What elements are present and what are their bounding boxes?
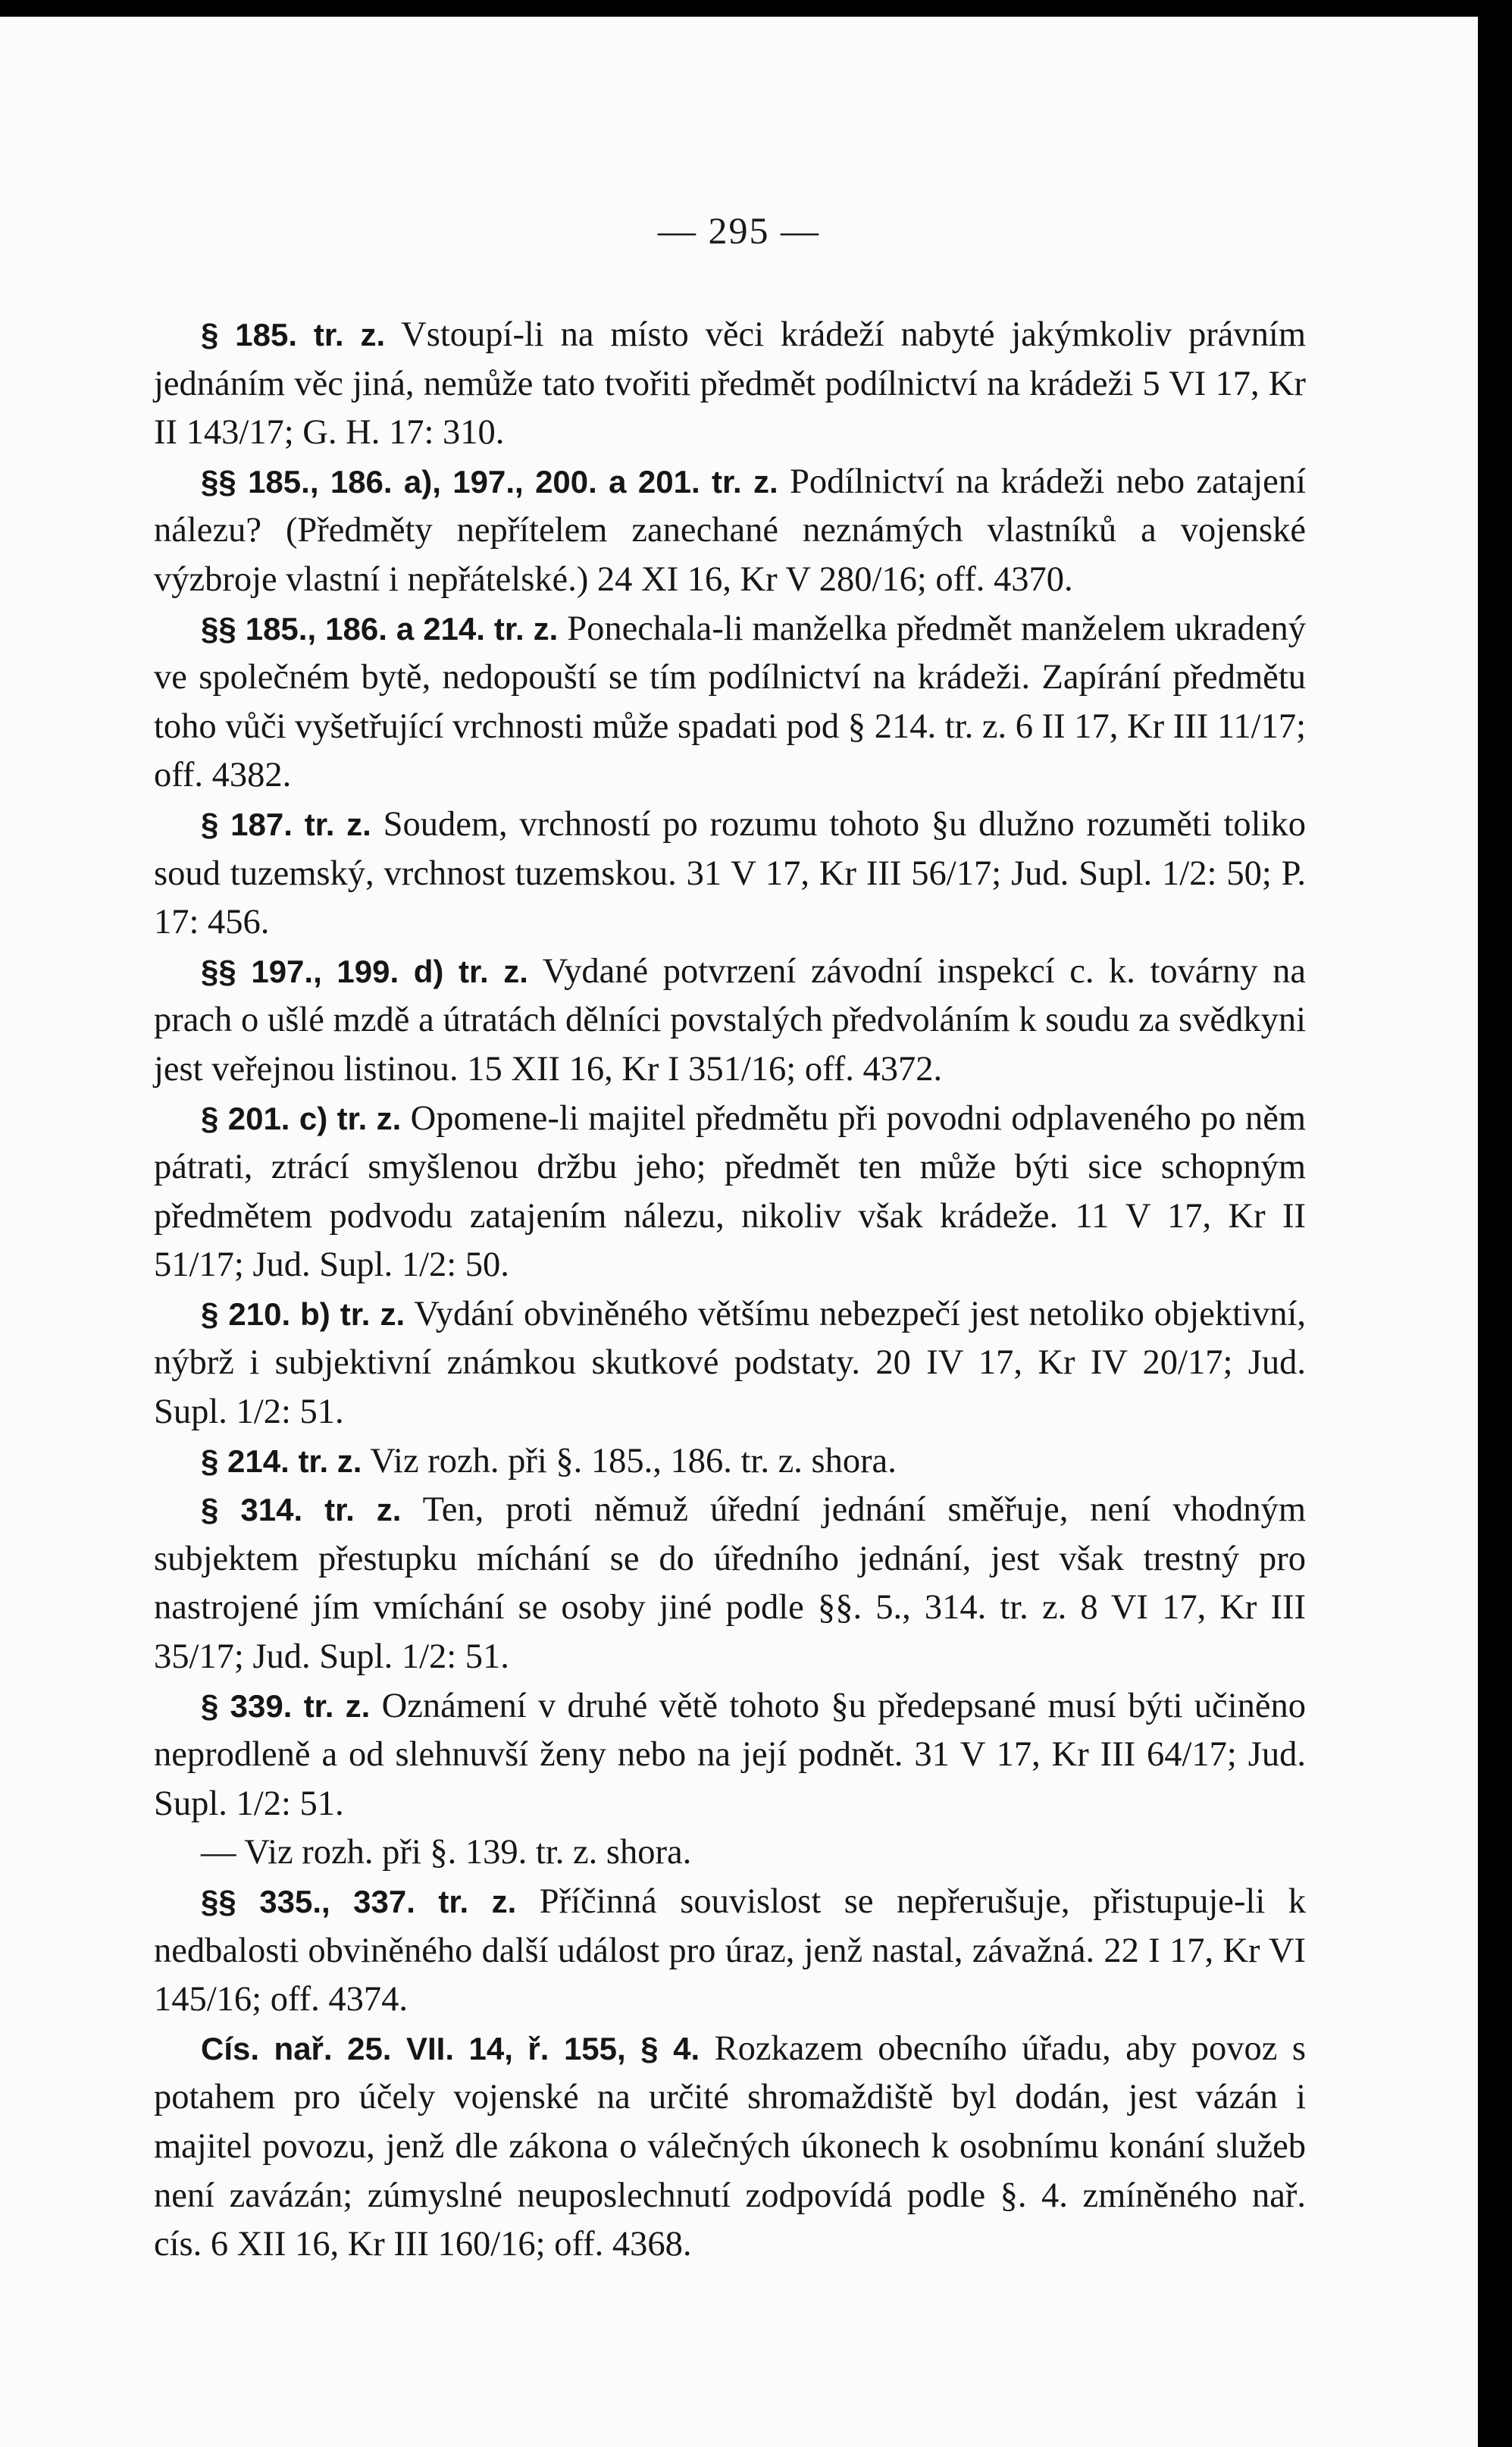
legal-reference: § 210. b) tr. z. <box>201 1296 405 1332</box>
legal-reference: §§ 185., 186. a), 197., 200. a 201. tr. z. <box>201 463 778 500</box>
legal-reference: §§ 335., 337. tr. z. <box>201 1884 517 1919</box>
paragraph-6 <box>154 1095 1306 1290</box>
paragraph-13 <box>154 2025 1306 2270</box>
legal-reference: § 339. tr. z. <box>201 1687 371 1724</box>
legal-reference: § 187. tr. z. <box>201 806 371 842</box>
paragraph-11 <box>154 1828 1306 1878</box>
paragraph-text: — Viz rozh. při §. 139. tr. z. shora. <box>201 1833 692 1872</box>
paragraph-8 <box>154 1437 1306 1487</box>
paragraph-text: Rozkazem obecního úřadu, aby povoz s potahem pro účely vojenské na určité shromaždiště byl dodán, jest vázán i majitel povozu, jenž dle zákona o válečných úkonech k osobnímu konání služeb není zavázán; zúmyslné neuposlechnutí zodpovídá podle §. 4. zmíněného nař. cís. 6 XII 16, Kr III 160/16; off. 4368. <box>154 2029 1307 2264</box>
body-text <box>154 311 1306 2270</box>
paragraph-text: Podílnictví na krádeži nebo zatajení nálezu? (Předměty nepřítelem zanechané neznámých vlastníků a vojenské výzbroje vlastní i nepřátelské.) 24 XI 16, Kr V 280/16; off. 4370. <box>154 462 1306 599</box>
paragraph-4 <box>154 801 1306 948</box>
paragraph-text: Oznámení v druhé větě tohoto §u předepsané musí býti učiněno neprodleně a od slehnuvší ženy nebo na její podnět. 31 V 17, Kr III 64/17; Jud. Supl. 1/2: 51. <box>154 1686 1306 1823</box>
paragraph-text: Vstoupí-li na místo věci krádeží nabyté jakýmkoliv právním jednáním věc jiná, nemůže tato tvořiti předmět podílnictví na krádeži 5 VI 17, Kr II 143/17; G. H. 17: 310. <box>154 315 1306 453</box>
paragraph-7 <box>154 1290 1306 1437</box>
legal-reference: Cís. nař. 25. VII. 14, ř. 155, § 4. <box>201 2030 700 2066</box>
paragraph-5 <box>154 948 1306 1095</box>
legal-reference: § 185. tr. z. <box>201 317 386 352</box>
paragraph-text: Příčinná souvislost se nepřerušuje, přistupuje-li k nedbalosti obviněného další událost pro úraz, jenž nastal, závažná. 22 I 17, Kr VI 145/16; off. 4374. <box>154 1882 1306 2019</box>
paragraph-text: Ten, proti němuž úřední jednání směřuje, není vhodným subjektem přestupku míchání se do úředního jednání, jest však trestný pro nastrojené jím vmíchání se osoby jiné podle §§. 5., 314. tr. z. 8 VI 17, Kr III 35/17; Jud. Supl. 1/2: 51. <box>154 1490 1306 1677</box>
legal-reference: § 214. tr. z. <box>201 1443 362 1479</box>
paragraph-text: Viz rozh. při §. 185., 186. tr. z. shora. <box>362 1441 897 1480</box>
paragraph-text: Ponechala-li manželka předmět manželem ukradený ve společném bytě, nedopouští se tím podílnictví na krádeži. Zapírání předmětu toho vůči vyšetřující vrchnosti může spadati pod § 214. tr. z. 6 II 17, Kr III 11/17; off. 4382. <box>154 609 1306 795</box>
paragraph-10 <box>154 1682 1306 1829</box>
paragraph-text: Vydání obviněného většímu nebezpečí jest netoliko objektivní, nýbrž i subjektivní známkou skutkové podstaty. 20 IV 17, Kr IV 20/17; Jud. Supl. 1/2: 51. <box>154 1294 1307 1432</box>
legal-reference: § 314. tr. z. <box>201 1492 402 1528</box>
paragraph-text: Opomene-li majitel předmětu při povodni odplaveného po něm pátrati, ztrácí smyšlenou držbu jeho; předmět ten může býti sice schopným předmětem podvodu zatajením nálezu, nikoliv však krádeže. 11 V 17, Kr II 51/17; Jud. Supl. 1/2: 50. <box>154 1098 1307 1285</box>
paragraph-text: Soudem, vrchností po rozumu tohoto §u dlužno rozuměti toliko soud tuzemský, vrchnost tuzemskou. 31 V 17, Kr III 56/17; Jud. Supl. 1/2: 50; P. 17: 456. <box>154 804 1306 942</box>
legal-reference: §§ 197., 199. d) tr. z. <box>201 953 528 989</box>
paragraph-12 <box>154 1878 1306 2025</box>
paragraph-1 <box>154 311 1306 458</box>
legal-reference: § 201. c) tr. z. <box>201 1100 402 1136</box>
paragraph-3 <box>154 605 1306 801</box>
page-number: — 295 — <box>658 209 820 252</box>
legal-reference: §§ 185., 186. a 214. tr. z. <box>201 610 559 647</box>
paragraph-2 <box>154 458 1306 605</box>
paragraph-text: Vydané potvrzení závodní inspekcí c. k. továrny na prach o ušlé mzdě a útratách dělníci povstalých předvoláním k soudu za svědkyni jest veřejnou listinou. 15 XII 16, Kr I 351/16; off. 4372. <box>154 951 1307 1089</box>
paragraph-9 <box>154 1486 1306 1681</box>
